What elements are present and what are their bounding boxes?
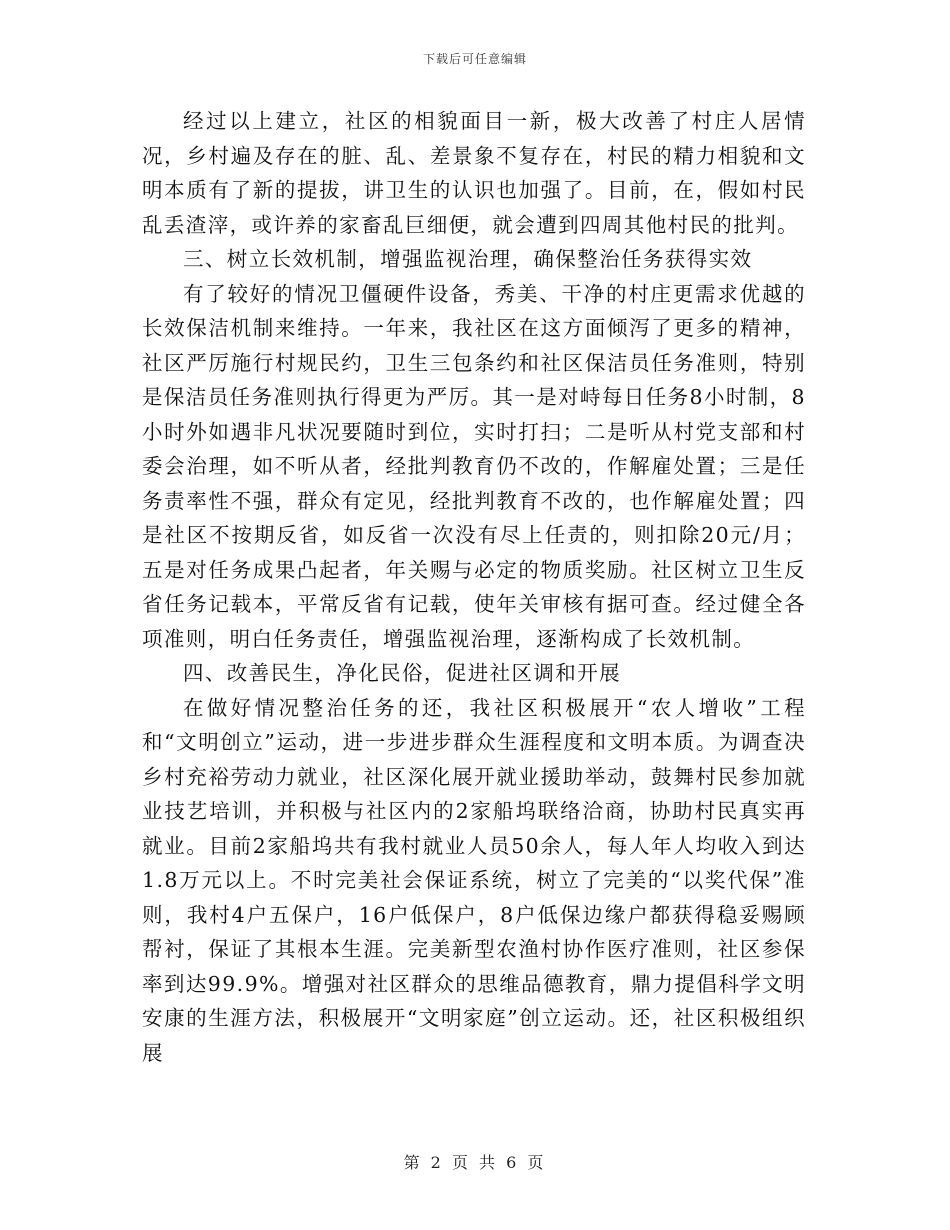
header-note: 下载后可任意编辑 [422,52,527,66]
paragraph-1: 经过以上建立，社区的相貌面目一新，极大改善了村庄人居情况，乡村遍及存在的脏、乱、差景象不复存在，村民的精力相貌和文明本质有了新的提拔，讲卫生的认识也加强了。目前，在，假如村民乱丢渣滓，或许养的家畜乱巨细便，就会遭到四周其他村民的批判。 [142,109,806,237]
document-body [142,104,806,1070]
page-number: 第 2 页 共 6 页 [403,1153,547,1172]
section-heading-3: 三、树立长效机制，增强监视治理，确保整治任务获得实效 [183,247,753,271]
section-heading-4: 四、改善民生，净化民俗，促进社区调和开展 [183,661,621,685]
paragraph-2: 有了较好的情况卫僵硬件设备，秀美、干净的村庄更需求优越的长效保洁机制来维持。一年来，我社区在这方面倾泻了更多的精神，社区严厉施行村规民约，卫生三包条约和社区保洁员任务准则，特别是保洁员任务准则执行得更为严厉。其一是对峙每日任务8小时制，8小时外如遇非凡状况要随时到位，实时打扫；二是听从村党支部和村委会治理，如不听从者，经批判教育仍不改的，作解雇处置；三是任务责率性不强，群众有定见，经批判教育不改的，也作解雇处置；四是社区不按期反省，如反省一次没有尽上任责的，则扣除20元/月；五是对任务成果凸起者，年关赐与必定的物质奖励。社区树立卫生反省任务记载本，平常反省有记载，使年关审核有据可查。经过健全各项准则，明白任务责任，增强监视治理，逐渐构成了长效机制。 [142,281,806,651]
paragraph-3: 在做好情况整治任务的还，我社区积极展开“农人增收”工程和“文明创立”运动，进一步进步群众生涯程度和文明本质。为调查决乡村充裕劳动力就业，社区深化展开就业援助举动，鼓舞村民参加就业技艺培训，并积极与社区内的2家船坞联络洽商，协助村民真实再就业。目前2家船坞共有我村就业人员50余人，每人年人均收入到达1.8万元以上。不时完美社会保证系统，树立了完美的“以奖代保”准则，我村4户五保户，16户低保户，8户低保边缘户都获得稳妥赐顾帮衬，保证了其根本生涯。完美新型农渔村协作医疗准则，社区参保率到达99.9%。增强对社区群众的思维品德教育，鼎力提倡科学文明安康的生涯方法，积极展开“文明家庭”创立运动。还，社区积极组织展 [142,695,806,1065]
